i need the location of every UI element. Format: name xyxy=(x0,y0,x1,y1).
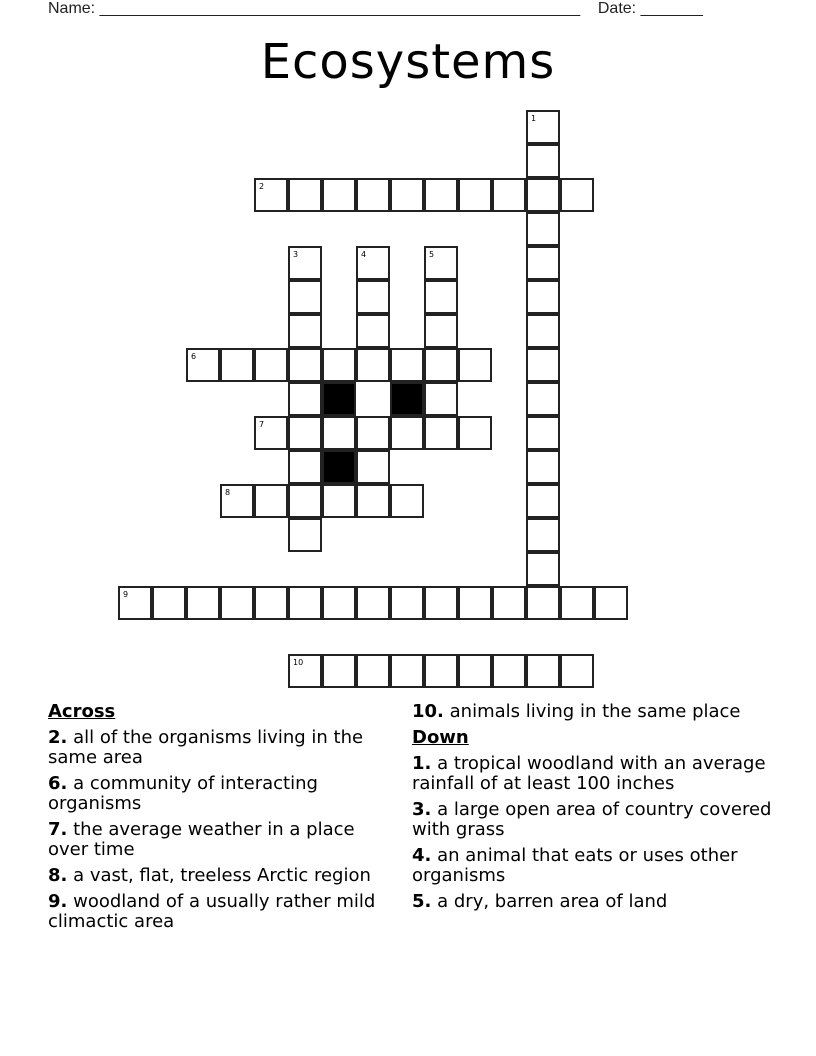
grid-cell[interactable] xyxy=(220,348,254,382)
grid-cell[interactable] xyxy=(322,484,356,518)
grid-cell[interactable] xyxy=(526,518,560,552)
grid-cell[interactable] xyxy=(390,654,424,688)
grid-cell[interactable] xyxy=(526,246,560,280)
down-clue-3: 3. a large open area of country covered with grass xyxy=(412,799,772,840)
grid-cell[interactable] xyxy=(390,586,424,620)
grid-cell[interactable] xyxy=(390,416,424,450)
grid-cell[interactable] xyxy=(220,586,254,620)
across-clue-6: 6. a community of interacting organisms xyxy=(48,773,318,814)
grid-cell[interactable] xyxy=(390,348,424,382)
across-clue-7: 7. the average weather in a place over time xyxy=(48,819,355,860)
grid-cell[interactable] xyxy=(424,280,458,314)
down-clue-1: 1. a tropical woodland with an average rainfall of at least 100 inches xyxy=(412,753,766,794)
grid-cell[interactable] xyxy=(424,586,458,620)
grid-cell[interactable] xyxy=(526,484,560,518)
grid-cell[interactable] xyxy=(288,246,322,280)
grid-cell[interactable] xyxy=(424,654,458,688)
grid-cell[interactable] xyxy=(458,586,492,620)
grid-cell[interactable] xyxy=(288,416,322,450)
grid-cell[interactable] xyxy=(390,178,424,212)
grid-cell[interactable] xyxy=(288,348,322,382)
grid-cell[interactable] xyxy=(526,280,560,314)
grid-cell[interactable] xyxy=(322,416,356,450)
black-square xyxy=(390,382,424,416)
grid-cell[interactable] xyxy=(560,586,594,620)
grid-cell[interactable] xyxy=(424,348,458,382)
grid-cell[interactable] xyxy=(492,654,526,688)
down-heading: Down xyxy=(412,727,469,748)
grid-cell[interactable] xyxy=(322,348,356,382)
grid-cell[interactable] xyxy=(288,450,322,484)
grid-cell[interactable] xyxy=(356,314,390,348)
grid-cell[interactable] xyxy=(458,178,492,212)
grid-cell[interactable] xyxy=(458,348,492,382)
grid-cell[interactable] xyxy=(254,484,288,518)
grid-cell[interactable] xyxy=(594,586,628,620)
clue-number: 1 xyxy=(531,114,537,123)
grid-cell[interactable] xyxy=(254,348,288,382)
grid-cell[interactable] xyxy=(458,654,492,688)
grid-cell[interactable] xyxy=(288,178,322,212)
clue-number: 9 xyxy=(123,590,129,599)
grid-cell[interactable] xyxy=(560,654,594,688)
grid-cell[interactable] xyxy=(322,586,356,620)
grid-cell[interactable] xyxy=(356,178,390,212)
grid-cell[interactable] xyxy=(424,246,458,280)
grid-cell[interactable] xyxy=(458,416,492,450)
grid-cell[interactable] xyxy=(254,178,288,212)
grid-cell[interactable] xyxy=(356,484,390,518)
grid-cell[interactable] xyxy=(424,314,458,348)
clue-number: 2 xyxy=(259,182,265,191)
clues-left-column xyxy=(48,702,388,938)
clue-number: 7 xyxy=(259,420,265,429)
grid-cell[interactable] xyxy=(288,518,322,552)
grid-cell[interactable] xyxy=(322,178,356,212)
grid-cell[interactable] xyxy=(526,654,560,688)
date-blank[interactable]: _______ xyxy=(640,0,703,17)
name-label: Name: xyxy=(48,0,96,17)
grid-cell[interactable] xyxy=(526,144,560,178)
grid-cell[interactable] xyxy=(390,484,424,518)
clue-number: 6 xyxy=(191,352,197,361)
grid-cell[interactable] xyxy=(424,416,458,450)
grid-cell[interactable] xyxy=(526,348,560,382)
grid-cell[interactable] xyxy=(356,246,390,280)
across-clue-10: 10. animals living in the same place xyxy=(412,701,741,722)
grid-cell[interactable] xyxy=(356,586,390,620)
clue-number: 5 xyxy=(429,250,435,259)
grid-cell[interactable] xyxy=(526,314,560,348)
grid-cell[interactable] xyxy=(526,552,560,586)
grid-cell[interactable] xyxy=(492,586,526,620)
clue-number: 10 xyxy=(293,658,304,667)
down-clue-5: 5. a dry, barren area of land xyxy=(412,891,668,912)
grid-cell[interactable] xyxy=(186,348,220,382)
clue-number: 8 xyxy=(225,488,231,497)
grid-cell[interactable] xyxy=(186,586,220,620)
grid-cell[interactable] xyxy=(152,586,186,620)
grid-cell[interactable] xyxy=(254,416,288,450)
across-clue-9: 9. woodland of a usually rather mild climactic area xyxy=(48,891,376,932)
clue-number: 4 xyxy=(361,250,367,259)
clue-number: 3 xyxy=(293,250,299,259)
across-clue-2: 2. all of the organisms living in the same area xyxy=(48,727,364,768)
grid-cell[interactable] xyxy=(288,314,322,348)
grid-cell[interactable] xyxy=(322,654,356,688)
across-heading: Across xyxy=(48,701,116,722)
grid-cell[interactable] xyxy=(356,654,390,688)
clues-right-column xyxy=(412,702,782,918)
grid-cell[interactable] xyxy=(288,280,322,314)
grid-cell[interactable] xyxy=(118,586,152,620)
grid-cell[interactable] xyxy=(424,178,458,212)
grid-cell[interactable] xyxy=(356,450,390,484)
grid-cell[interactable] xyxy=(526,586,560,620)
grid-cell[interactable] xyxy=(526,416,560,450)
grid-cell[interactable] xyxy=(560,178,594,212)
down-clue-4: 4. an animal that eats or uses other organisms xyxy=(412,845,738,886)
black-square xyxy=(322,450,356,484)
grid-cell[interactable] xyxy=(526,212,560,246)
page-title: Ecosystems xyxy=(260,34,556,90)
grid-cell[interactable] xyxy=(526,382,560,416)
grid-cell[interactable] xyxy=(526,178,560,212)
grid-cell[interactable] xyxy=(288,586,322,620)
date-label: Date: xyxy=(597,0,637,17)
grid-cell[interactable] xyxy=(220,484,254,518)
grid-cell[interactable] xyxy=(356,280,390,314)
grid-cell[interactable] xyxy=(254,586,288,620)
grid-cell[interactable] xyxy=(526,450,560,484)
grid-cell[interactable] xyxy=(526,110,560,144)
name-blank[interactable]: ______________________________________________________ xyxy=(99,0,581,17)
grid-cell[interactable] xyxy=(356,416,390,450)
across-clue-8: 8. a vast, flat, treeless Arctic region xyxy=(48,865,371,886)
grid-cell[interactable] xyxy=(288,654,322,688)
grid-cell[interactable] xyxy=(492,178,526,212)
grid-cell[interactable] xyxy=(288,484,322,518)
black-square xyxy=(322,382,356,416)
grid-cell[interactable] xyxy=(288,382,322,416)
grid-cell[interactable] xyxy=(424,382,458,416)
grid-cell[interactable] xyxy=(356,348,390,382)
